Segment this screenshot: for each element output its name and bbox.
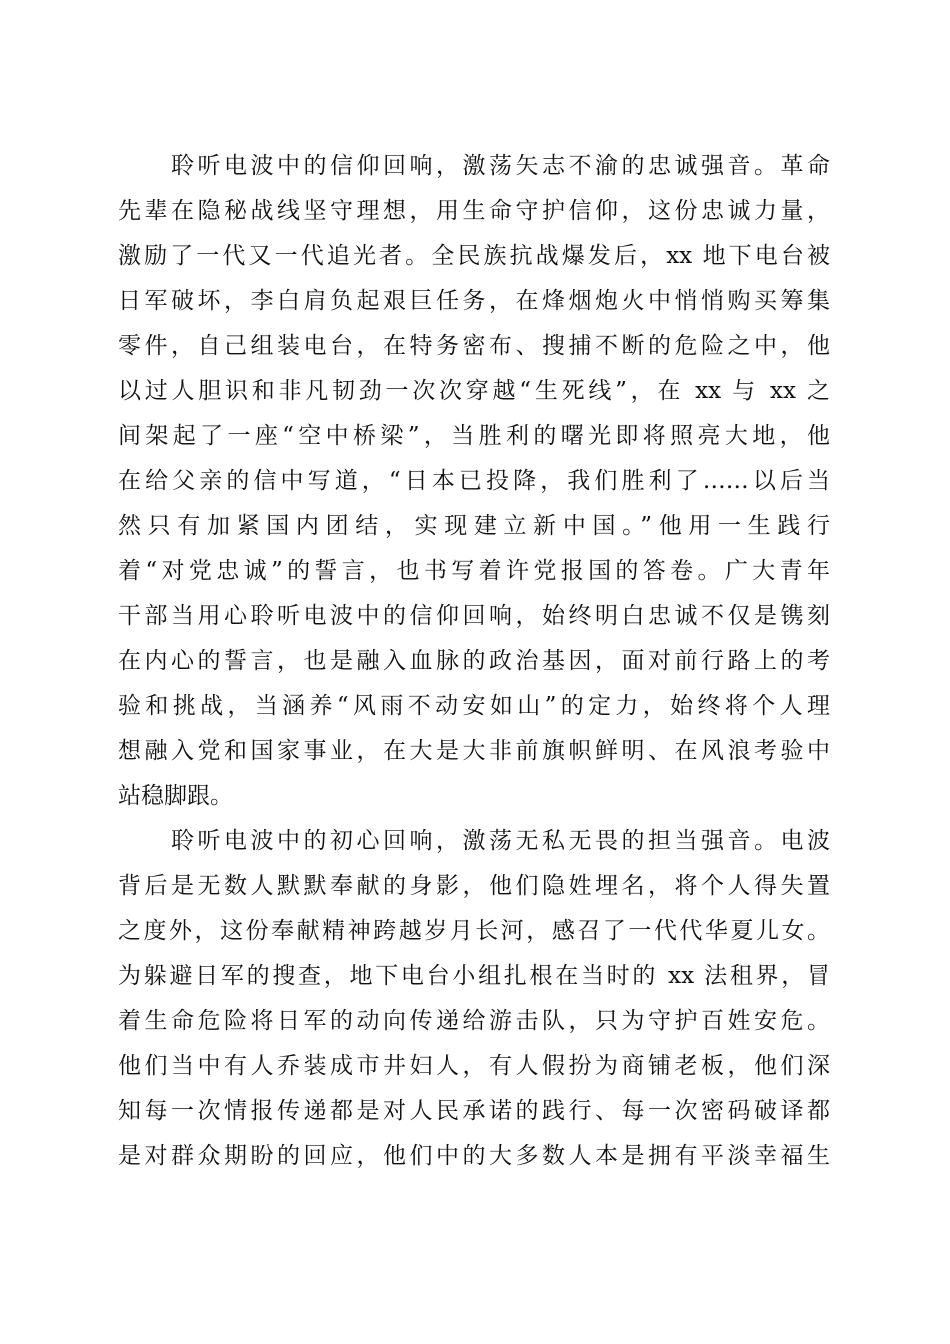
text-line: 验和挑战，当涵养“风雨不动安如山”的定力，始终将个人理 (118, 693, 830, 719)
text-line: 先辈在隐秘战线坚守理想，用生命守护信仰，这份忠诚力量， (118, 198, 830, 224)
text-line: 知每一次情报传递都是对人民承诺的践行、每一次密码破译都 (118, 1098, 830, 1124)
text-line: 零件，自己组装电台，在特务密布、搜捕不断的危险之中，他 (118, 333, 830, 359)
text-line: 在内心的誓言，也是融入血脉的政治基因，面对前行路上的考 (118, 648, 830, 674)
text-line: 着生命危险将日军的动向传递给游击队，只为守护百姓安危。 (118, 1008, 830, 1034)
text-line: 是对群众期盼的回应，他们中的大多数人本是拥有平淡幸福生 (118, 1143, 830, 1169)
text-line: 间架起了一座“空中桥梁”，当胜利的曙光即将照亮大地，他 (118, 423, 830, 449)
text-line: 在给父亲的信中写道，“日本已投降，我们胜利了……以后当 (118, 468, 830, 494)
text-line: 想融入党和国家事业，在大是大非前旗帜鲜明、在风浪考验中 (118, 738, 830, 764)
text-line: 日军破坏，李白肩负起艰巨任务，在烽烟炮火中悄悄购买筹集 (118, 288, 830, 314)
text-line: 然只有加紧国内团结，实现建立新中国。”他用一生践行 (118, 513, 830, 539)
text-line: 以过人胆识和非凡韧劲一次次穿越“生死线”，在 xx 与 xx 之 (118, 378, 830, 404)
text-line: 聆听电波中的初心回响，激荡无私无畏的担当强音。电波 (171, 828, 830, 854)
text-line: 聆听电波中的信仰回响，激荡矢志不渝的忠诚强音。革命 (171, 153, 830, 179)
text-line: 背后是无数人默默奉献的身影，他们隐姓埋名，将个人得失置 (118, 873, 830, 899)
text-line: 激励了一代又一代追光者。全民族抗战爆发后，xx 地下电台被 (118, 243, 830, 269)
text-line: 他们当中有人乔装成市井妇人，有人假扮为商铺老板，他们深 (118, 1053, 830, 1079)
document-body (118, 144, 830, 1179)
text-line: 着“对党忠诚”的誓言，也书写着许党报国的答卷。广大青年 (118, 558, 830, 584)
text-line: 为躲避日军的搜查，地下电台小组扎根在当时的 xx 法租界，冒 (118, 963, 830, 989)
paragraph-original-aspiration (118, 819, 830, 1179)
text-line: 干部当用心聆听电波中的信仰回响，始终明白忠诚不仅是镌刻 (118, 603, 830, 629)
text-line: 站稳脚跟。 (118, 783, 233, 809)
text-line: 之度外，这份奉献精神跨越岁月长河，感召了一代代华夏儿女。 (118, 918, 830, 944)
paragraph-faith (118, 144, 830, 819)
